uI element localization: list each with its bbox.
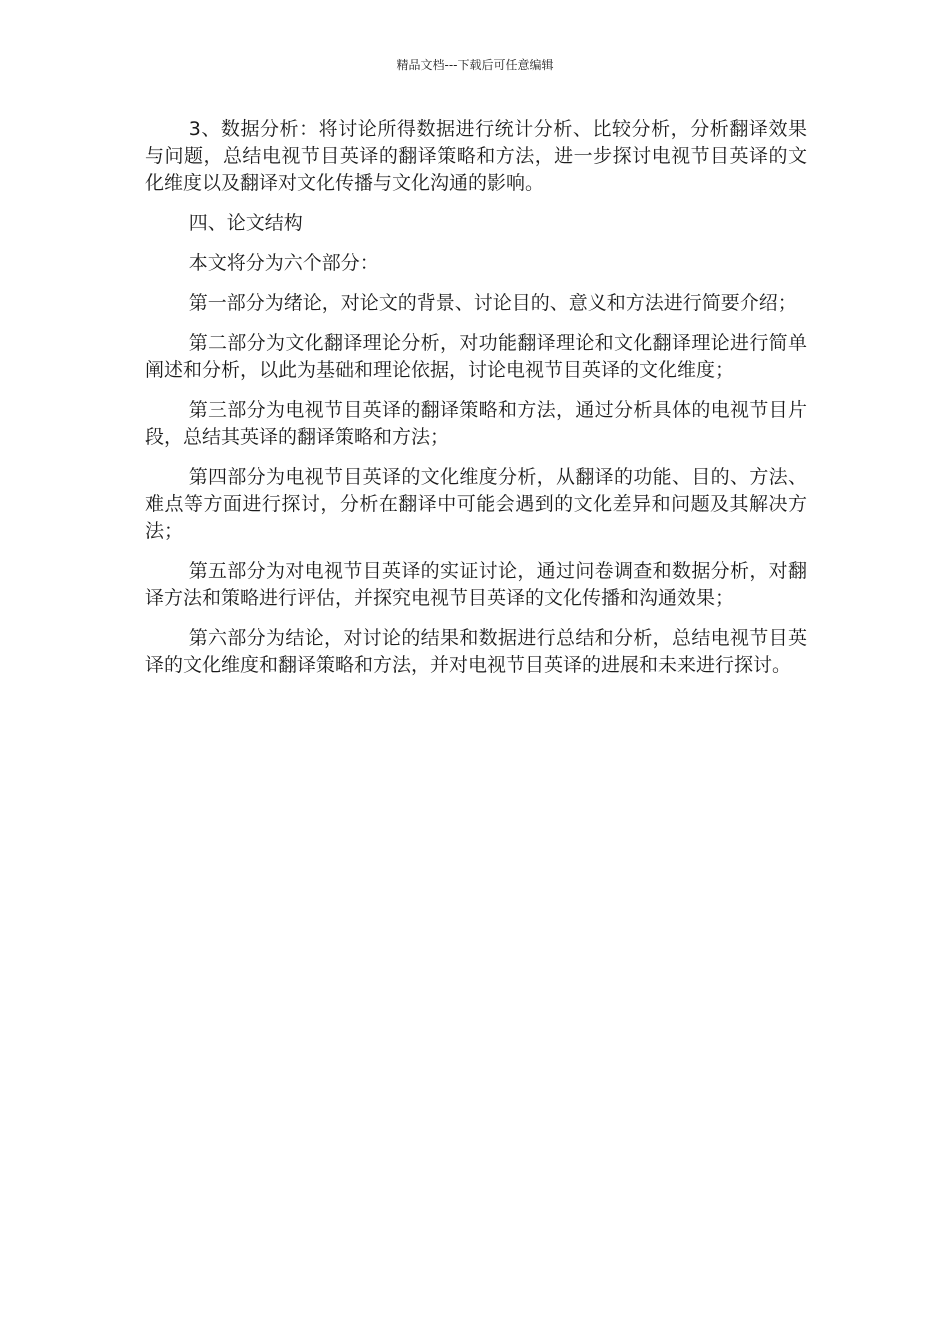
- page-header: 精品文档---下载后可任意编辑: [396, 58, 554, 72]
- paragraph-part-three: 第三部分为电视节目英译的翻译策略和方法，通过分析具体的电视节目片段，总结其英译的翻译策略和方法；: [145, 399, 807, 448]
- paragraph-intro-six-parts: 本文将分为六个部分：: [188, 252, 379, 274]
- document-body: [145, 116, 807, 692]
- paragraph-part-six: 第六部分为结论，对讨论的结果和数据进行总结和分析，总结电视节目英译的文化维度和翻译策略和方法，并对电视节目英译的进展和未来进行探讨。: [145, 627, 807, 676]
- paragraph-part-two: 第二部分为文化翻译理论分析，对功能翻译理论和文化翻译理论进行简单阐述和分析，以此为基础和理论依据，讨论电视节目英译的文化维度；: [145, 332, 807, 381]
- paragraph-part-four: 第四部分为电视节目英译的文化维度分析，从翻译的功能、目的、方法、难点等方面进行探讨，分析在翻译中可能会遇到的文化差异和问题及其解决方法；: [145, 466, 807, 542]
- paragraph-part-one: 第一部分为绪论，对论文的背景、讨论目的、意义和方法进行简要介绍；: [188, 292, 797, 314]
- section-heading-thesis-structure: 四、论文结构: [188, 212, 303, 234]
- paragraph-data-analysis: 3、数据分析：将讨论所得数据进行统计分析、比较分析，分析翻译效果与问题，总结电视节目英译的翻译策略和方法，进一步探讨电视节目英译的文化维度以及翻译对文化传播与文化沟通的影响。: [145, 118, 807, 194]
- paragraph-part-five: 第五部分为对电视节目英译的实证讨论，通过问卷调查和数据分析，对翻译方法和策略进行评估，并探究电视节目英译的文化传播和沟通效果；: [145, 560, 807, 609]
